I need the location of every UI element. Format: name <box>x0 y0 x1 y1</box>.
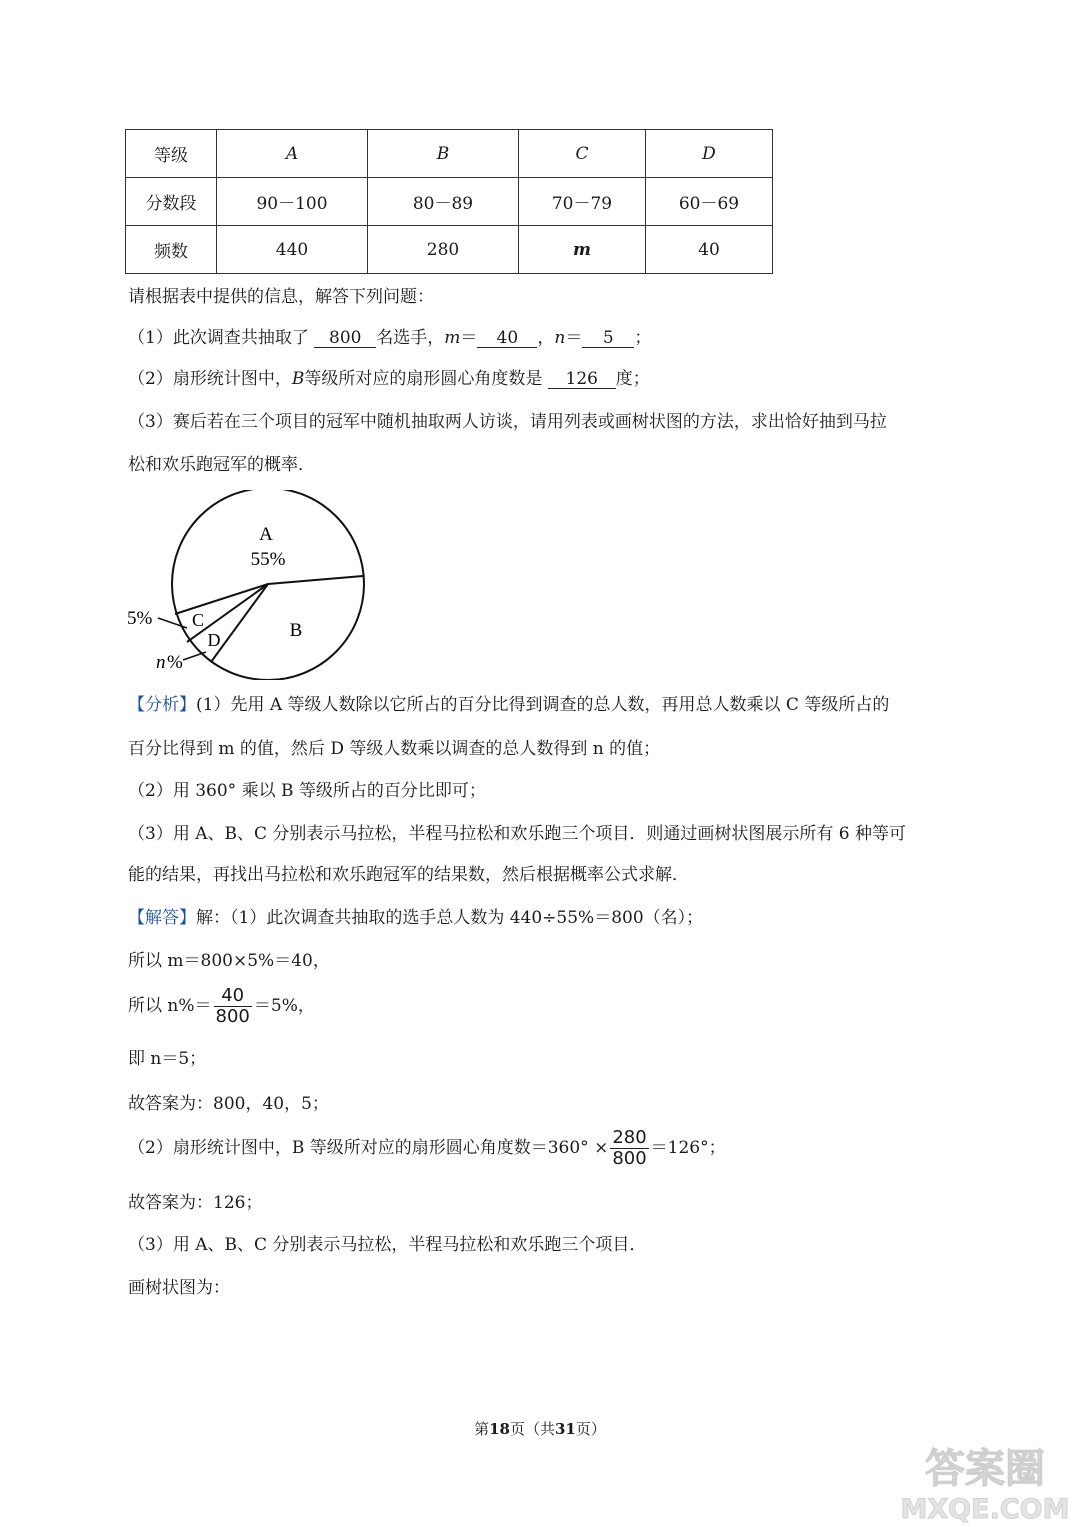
q2-b: B <box>291 369 305 389</box>
solution-line-3 <box>128 986 315 1027</box>
solution-line-6 <box>128 1128 726 1169</box>
leader-c <box>158 618 187 628</box>
analysis-p3-line2: 能的结果，再找出马拉松和欢乐跑冠军的结果数，然后根据概率公式求解． <box>128 865 689 885</box>
table-cell: 280 <box>368 226 519 274</box>
footer-pre: 第 <box>474 1420 490 1438</box>
pie-divider-a-b <box>268 576 363 584</box>
q1-total-answer: 800 <box>314 329 376 348</box>
solution-s6-post: ＝126°； <box>650 1138 726 1158</box>
fraction-denominator: 800 <box>612 1148 647 1169</box>
watermark-line1: 答案圈 <box>925 1446 1045 1492</box>
table-cell: 60－69 <box>646 178 773 226</box>
q1-m-answer: 40 <box>477 329 537 348</box>
fraction-280-800 <box>610 1128 648 1169</box>
fraction-numerator: 40 <box>214 986 252 1007</box>
solution-s6-pre: （2）扇形统计图中，B 等级所对应的扇形圆心角度数＝360° × <box>128 1138 609 1158</box>
q2-end: 度； <box>615 369 650 389</box>
footer-page-number: 18 <box>489 1420 510 1438</box>
fraction-numerator: 280 <box>612 1127 647 1148</box>
footer-post: 页） <box>575 1420 606 1438</box>
q1-m-var: m <box>444 328 461 348</box>
fraction-denominator: 800 <box>215 1006 250 1027</box>
question-3-line1: （3）赛后若在三个项目的冠军中随机抽取两人访谈，请用列表或画树状图的方法，求出恰好抽到马拉 <box>128 412 887 432</box>
pie-divider-a-c <box>175 584 268 614</box>
question-3-line2: 松和欢乐跑冠军的概率． <box>128 455 315 475</box>
q2-text: 等级所对应的扇形圆心角度数是 <box>304 369 543 389</box>
q2-answer: 126 <box>548 370 616 389</box>
table-cell: D <box>646 130 773 178</box>
fraction-40-800 <box>214 986 252 1027</box>
q1-end: ； <box>634 328 652 348</box>
q1-sep: ， <box>537 328 555 348</box>
question-1 <box>128 327 651 349</box>
table-cell: 70－79 <box>519 178 646 226</box>
table-cell: C <box>519 130 646 178</box>
solution-line-8: （3）用 A、B、C 分别表示马拉松，半程马拉松和欢乐跑三个项目． <box>128 1235 647 1255</box>
question-2 <box>128 368 650 390</box>
table-cell: 分数段 <box>126 178 217 226</box>
table-row <box>126 178 773 226</box>
solution-s3-post: ＝5%， <box>253 996 315 1016</box>
table-cell: 频数 <box>126 226 217 274</box>
analysis-p1-line1 <box>128 694 889 716</box>
intro-text: 请根据表中提供的信息，解答下列问题： <box>128 287 434 307</box>
table-row <box>126 226 773 274</box>
q2-prefix: （2）扇形统计图中， <box>128 369 292 389</box>
pie-chart <box>120 490 380 680</box>
solution-tag: 【解答】 <box>128 908 196 928</box>
q1-eq: ＝ <box>460 328 478 348</box>
solution-line-7: 故答案为：126； <box>128 1193 263 1213</box>
slice-label-d: D <box>207 630 221 650</box>
table-cell: 等级 <box>126 130 217 178</box>
table-cell: A <box>217 130 368 178</box>
pie-divider-d-b <box>211 584 268 662</box>
table-cell: m <box>519 226 646 274</box>
grade-table <box>125 129 773 274</box>
solution-line-4: 即 n＝5； <box>128 1049 207 1069</box>
analysis-p1-line2: 百分比得到 m 的值，然后 D 等级人数乘以调查的总人数得到 n 的值； <box>128 739 661 759</box>
q1-eq-2: ＝ <box>565 328 583 348</box>
slice-pct-d-var: n <box>156 652 166 673</box>
solution-s1: 解：（1）此次调查共抽取的选手总人数为 440÷55%＝800（名）； <box>196 908 704 928</box>
analysis-p3-line1: （3）用 A、B、C 分别表示马拉松，半程马拉松和欢乐跑三个项目．则通过画树状图展示所有 6 种等可 <box>128 824 907 844</box>
slice-pct-d-sign: % <box>167 652 183 673</box>
table-cell: B <box>368 130 519 178</box>
watermark-logo <box>896 1438 1074 1524</box>
table-cell: 90－100 <box>217 178 368 226</box>
solution-line-5: 故答案为：800，40，5； <box>128 1094 329 1114</box>
slice-label-a: A <box>259 524 273 545</box>
table-row <box>126 130 773 178</box>
slice-label-c: C <box>191 610 205 630</box>
analysis-p2: （2）用 360° 乘以 B 等级所占的百分比即可； <box>128 781 486 801</box>
solution-line-1 <box>128 907 703 929</box>
slice-pct-c: 5% <box>127 608 153 629</box>
table-cell: 80－89 <box>368 178 519 226</box>
q1-n-answer: 5 <box>582 329 634 348</box>
table-cell: 40 <box>646 226 773 274</box>
slice-label-b: B <box>289 620 303 641</box>
leader-d <box>183 652 206 660</box>
slice-pct-a: 55% <box>250 549 286 570</box>
solution-line-2: 所以 m＝800×5%＝40， <box>128 951 330 971</box>
footer-mid: 页（共 <box>509 1420 555 1438</box>
q1-prefix: （1）此次调查共抽取了 <box>128 328 309 348</box>
table-cell: 440 <box>217 226 368 274</box>
q1-n-var: n <box>554 328 566 348</box>
footer-total-pages: 31 <box>555 1420 576 1438</box>
solution-line-9: 画树状图为： <box>128 1278 230 1298</box>
analysis-p1-text: (1）先用 A 等级人数除以它所占的百分比得到调查的总人数，再用总人数乘以 C 等级所占的 <box>196 695 890 715</box>
watermark-line2: MXQE.COM <box>900 1494 1070 1524</box>
page-footer <box>0 1418 1080 1439</box>
analysis-tag: 【分析】 <box>128 695 196 715</box>
q1-mid: 名选手， <box>376 328 445 348</box>
solution-s3-pre: 所以 n%＝ <box>128 996 212 1016</box>
